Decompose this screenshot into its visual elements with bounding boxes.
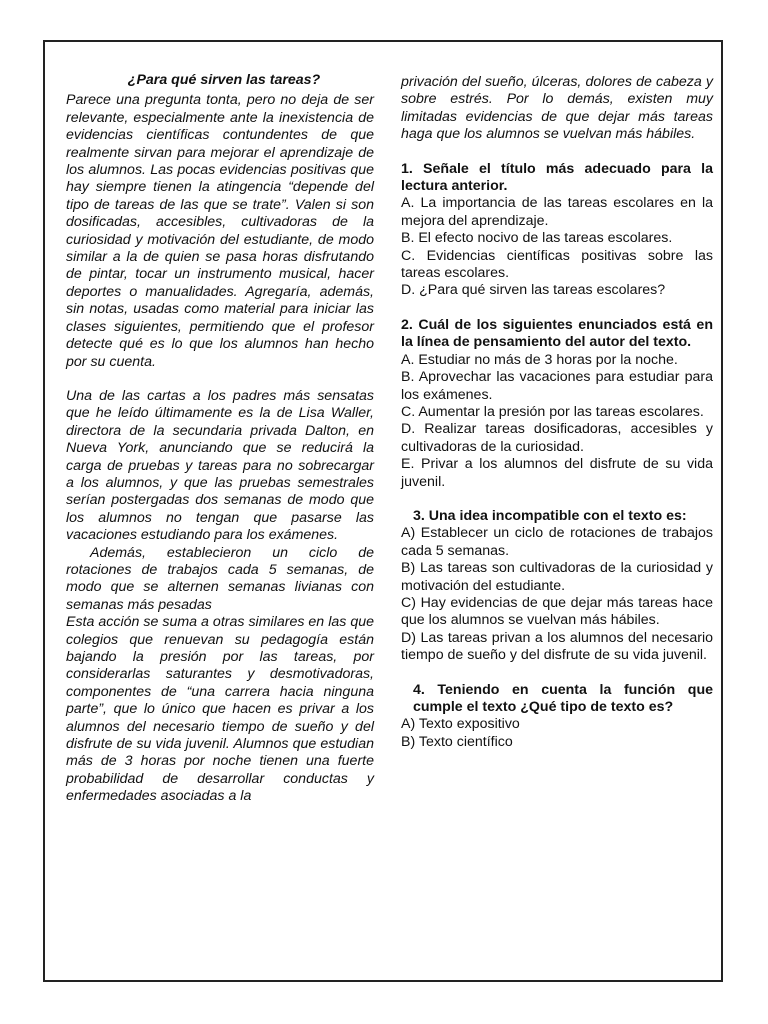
document-page	[43, 40, 723, 982]
question-1	[401, 161, 713, 300]
question-4	[401, 682, 713, 752]
article-paragraph-continuation: privación del sueño, úlceras, dolores de cabeza y sobre estrés. Por lo demás, existen muy limitadas evidencias de que dejar más tareas haga que los alumnos se vuelvan más hábiles.	[401, 74, 713, 143]
answer-option[interactable]: C) Hay evidencias de que dejar más tareas hace que los alumnos se vuelvan más hábiles.	[401, 594, 713, 629]
answer-option[interactable]: A. Estudiar no más de 3 horas por la noche.	[401, 351, 678, 368]
article-title: ¿Para qué sirven las tareas?	[127, 72, 321, 88]
question-prompt: 1. Señale el título más adecuado para la lectura anterior.	[401, 160, 713, 195]
answer-option[interactable]: D. ¿Para qué sirven las tareas escolares?	[401, 282, 666, 299]
answer-option[interactable]: E. Privar a los alumnos del disfrute de su vida juvenil.	[401, 456, 713, 490]
answer-option[interactable]: A) Establecer un ciclo de rotaciones de trabajos cada 5 semanas.	[401, 525, 713, 559]
article-column	[66, 72, 374, 806]
questions-column	[401, 74, 713, 751]
question-prompt: 2. Cuál de los siguientes enunciados está en la línea de pensamiento del autor del texto.	[401, 316, 713, 351]
answer-option[interactable]: A. La importancia de las tareas escolares en la mejora del aprendizaje.	[401, 195, 713, 229]
answer-option[interactable]: D) Las tareas privan a los alumnos del necesario tiempo de sueño y del disfrute de su vida juvenil.	[401, 629, 713, 664]
article-paragraph: Esta acción se suma a otras similares en las que colegios que renuevan su pedagogía están bajando la presión por las tareas, por considerarlas saturantes y desmotivadoras, componentes de “una carrera hacia ninguna parte”, que lo único que hacen es privar a los alumnos del necesario tiempo de sueño y del disfrute de su vida juvenil. Alumnos que estudian más de 3 horas por noche tienen una fuerte probabilidad de desarrollar conductas y enfermedades asociadas a la	[66, 614, 374, 805]
question-2	[401, 317, 713, 491]
question-prompt: 3. Una idea incompatible con el texto es:	[413, 507, 687, 524]
answer-option[interactable]: B. El efecto nocivo de las tareas escolares.	[401, 230, 673, 247]
answer-option[interactable]: C. Evidencias científicas positivas sobre las tareas escolares.	[401, 247, 713, 282]
answer-option[interactable]: B) Texto científico	[401, 733, 513, 750]
article-paragraph: Una de las cartas a los padres más sensatas que he leído últimamente es la de Lisa Waller, directora de la secundaria privada Dalton, en Nueva York, anunciando que se reducirá la carga de pruebas y tareas para no sobrecargar a los alumnos, y que las pruebas semestrales serían postergadas dos semanas de modo que los alumnos no tengan que pasarse las vacaciones estudiando para los exámenes.	[66, 387, 374, 544]
answer-option[interactable]: B) Las tareas son cultivadoras de la curiosidad y motivación del estudiante.	[401, 560, 713, 594]
answer-option[interactable]: B. Aprovechar las vacaciones para estudiar para los exámenes.	[401, 369, 713, 403]
question-prompt: 4. Teniendo en cuenta la función que cumple el texto ¿Qué tipo de texto es?	[413, 681, 713, 715]
article-paragraph: Además, establecieron un ciclo de rotaciones de trabajos cada 5 semanas, de modo que se alternen semanas livianas con semanas más pesadas	[66, 544, 374, 613]
answer-option[interactable]: C. Aumentar la presión por las tareas escolares.	[401, 403, 704, 420]
answer-option[interactable]: D. Realizar tareas dosificadoras, accesibles y cultivadoras de la curiosidad.	[401, 421, 713, 455]
article-paragraph: Parece una pregunta tonta, pero no deja de ser relevante, especialmente ante la inexistencia de evidencias científicas contundentes de que realmente sirvan para mejorar el aprendizaje de los alumnos. Las pocas evidencias positivas que hay siempre tienen la atingencia “depende del tipo de tareas de las que se trate”. Valen si son dosificadas, accesibles, cultivadoras de la curiosidad y motivación del estudiante, de modo similar a la de quien se pasa horas disfrutando de pintar, tocar un instrumento musical, hacer deportes o manualidades. Agregaría, además, sin notas, usadas como material para iniciar las clases siguientes, permitiendo que el profesor detecte qué es lo que los alumnos han hecho por su cuenta.	[66, 92, 374, 370]
question-3	[401, 508, 713, 665]
answer-option[interactable]: A) Texto expositivo	[401, 716, 520, 733]
